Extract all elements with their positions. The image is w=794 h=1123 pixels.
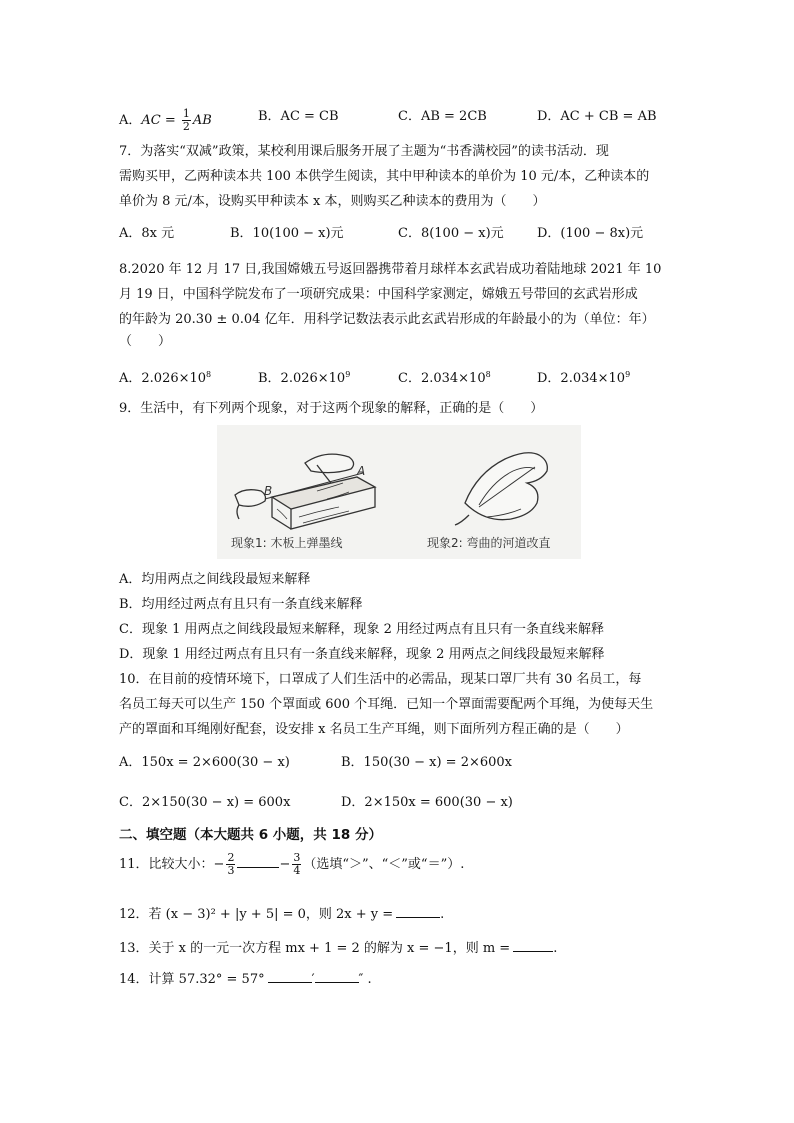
q12-answer-blank[interactable] [396,905,440,918]
q12-line [119,905,444,921]
q8-option-c [398,371,491,385]
q11-fraction-2-num: 3 [293,851,301,864]
q14-minutes-blank[interactable] [268,970,312,983]
river-illustration [455,453,547,525]
q8-option-a-base: A．2.026×10 [119,371,207,386]
q7-option-c: C．8(100 − x)元 [398,226,504,241]
q8-option-b-exp: 9 [345,370,351,379]
q6-fraction-half: $\frac{1}{2}$ [182,107,190,133]
q13-line [119,939,557,955]
q11-prefix: 11．比较大小：− [119,857,225,872]
q9-option-d: D．现象 1 用经过两点有且只有一条直线来解释，现象 2 用两点之间线段最短来解释 [119,647,605,662]
q7-stem-line1: 7．为落实“双减”政策，某校利用课后服务开展了主题为“书香满校园”的读书活动．现 [119,144,609,159]
q8-option-c-base: C．2.034×10 [398,371,486,386]
q14-line [119,970,372,986]
q6-option-c: C．AB = 2CB [398,109,487,124]
q10-stem-line1: 10．在目前的疫情环境下，口罩成了人们生活中的必需品，现某口罩厂共有 30 名员工，每 [119,672,642,687]
q8-option-b-base: B．2.026×10 [258,371,346,386]
q14-minute-mark: ′ [311,972,315,987]
q11-fraction-1 [226,852,235,877]
wooden-board-illustration [235,454,375,529]
q8-option-b [258,371,350,385]
q14-text: 14．计算 57.32° = 57° [119,972,265,987]
q9-point-a-label: A [357,464,366,478]
q10-stem-line3: 产的罩面和耳绳刚好配套，设安排 x 名员工生产耳绳，则下面所列方程正确的是（ ） [119,722,629,737]
q10-option-c: C．2×150(30 − x) = 600x [119,795,291,810]
q8-option-d [537,371,630,385]
q14-seconds-blank[interactable] [315,970,359,983]
q10-option-d: D．2×150x = 600(30 − x) [341,795,513,810]
q11-answer-blank[interactable] [237,855,279,868]
q12-end: . [440,907,445,922]
q8-option-d-exp: 9 [625,370,631,379]
q8-stem-line3: 的年龄为 20.30 ± 0.04 亿年．用科学记数法表示此玄武岩形成的年龄最小的为（单位：年） [119,312,655,327]
q9-point-b-label: B [264,484,273,498]
section-2-title: 二、填空题（本大题共 6 小题，共 18 分） [119,827,382,843]
q14-second-mark: ″ . [358,972,372,987]
q6-option-a: A．AC = $\frac{1}{2}$ AB [119,107,212,133]
q7-stem-line2: 需购买甲，乙两种读本共 100 本供学生阅读，其中甲种读本的单价为 10 元/本，乙种读本的 [119,169,650,184]
q13-answer-blank[interactable] [513,939,553,952]
q11-line [119,852,464,877]
q8-option-d-base: D．2.034×10 [537,371,626,386]
q10-option-b: B．150(30 − x) = 2×600x [341,755,513,770]
q7-option-a: A．8x 元 [119,226,175,241]
q7-stem-line3: 单价为 8 元/本，设购买甲种读本 x 本，则购买乙种读本的费用为（ ） [119,194,546,209]
q8-stem-line2: 月 19 日，中国科学院发布了一项研究成果：中国科学家测定，嫦娥五号带回的玄武岩形成 [119,287,638,302]
q9-option-b: B．均用经过两点有且只有一条直线来解释 [119,597,363,612]
q8-option-a-exp: 8 [206,370,212,379]
q10-option-a: A．150x = 2×600(30 − x) [119,755,290,770]
q8-option-c-exp: 8 [485,370,491,379]
q11-suffix: （选填“＞”、“＜”或“＝”）. [303,857,465,872]
q6-option-a-label: A． [119,113,142,128]
q7-option-d: D．(100 − 8x)元 [537,226,644,241]
q8-option-a [119,371,211,385]
q8-stem-line4: （ ） [119,334,172,349]
q7-option-b: B．10(100 − x)元 [230,226,344,241]
q11-fraction-2 [292,852,301,877]
q9-figure [217,425,581,559]
q8-stem-line1: 8.2020 年 12 月 17 日,我国嫦娥五号返回器携带着月球样本玄武岩成功着陆地球 2021 年 10 [119,262,662,277]
q13-end: . [553,941,558,956]
q11-fraction-2-den: 4 [293,864,301,877]
q9-option-a: A．均用两点之间线段最短来解释 [119,572,311,587]
q11-fraction-1-num: 2 [227,851,235,864]
q9-figure-svg [217,425,581,559]
q9-caption-1: 现象1: 木板上弹墨线 [231,536,343,550]
q9-option-c: C．现象 1 用两点之间线段最短来解释，现象 2 用经过两点有且只有一条直线来解释 [119,622,605,637]
q9-caption-2: 现象2: 弯曲的河道改直 [427,536,551,550]
q9-stem: 9．生活中，有下列两个现象，对于这两个现象的解释，正确的是（ ） [119,401,544,416]
q13-text: 13．关于 x 的一元一次方程 mx + 1 = 2 的解为 x = −1，则 m = [119,941,511,956]
q6-option-b: B．AC = CB [258,109,339,124]
q11-minus: − [279,857,291,872]
q12-text: 12．若 (x − 3)² + |y + 5| = 0，则 2x + y = [119,907,394,922]
q10-stem-line2: 名员工每天可以生产 150 个罩面或 600 个耳绳．已知一个罩面需要配两个耳绳，为使每天生 [119,697,654,712]
q11-fraction-1-den: 3 [227,864,235,877]
q6-option-d: D．AC + CB = AB [537,109,657,124]
